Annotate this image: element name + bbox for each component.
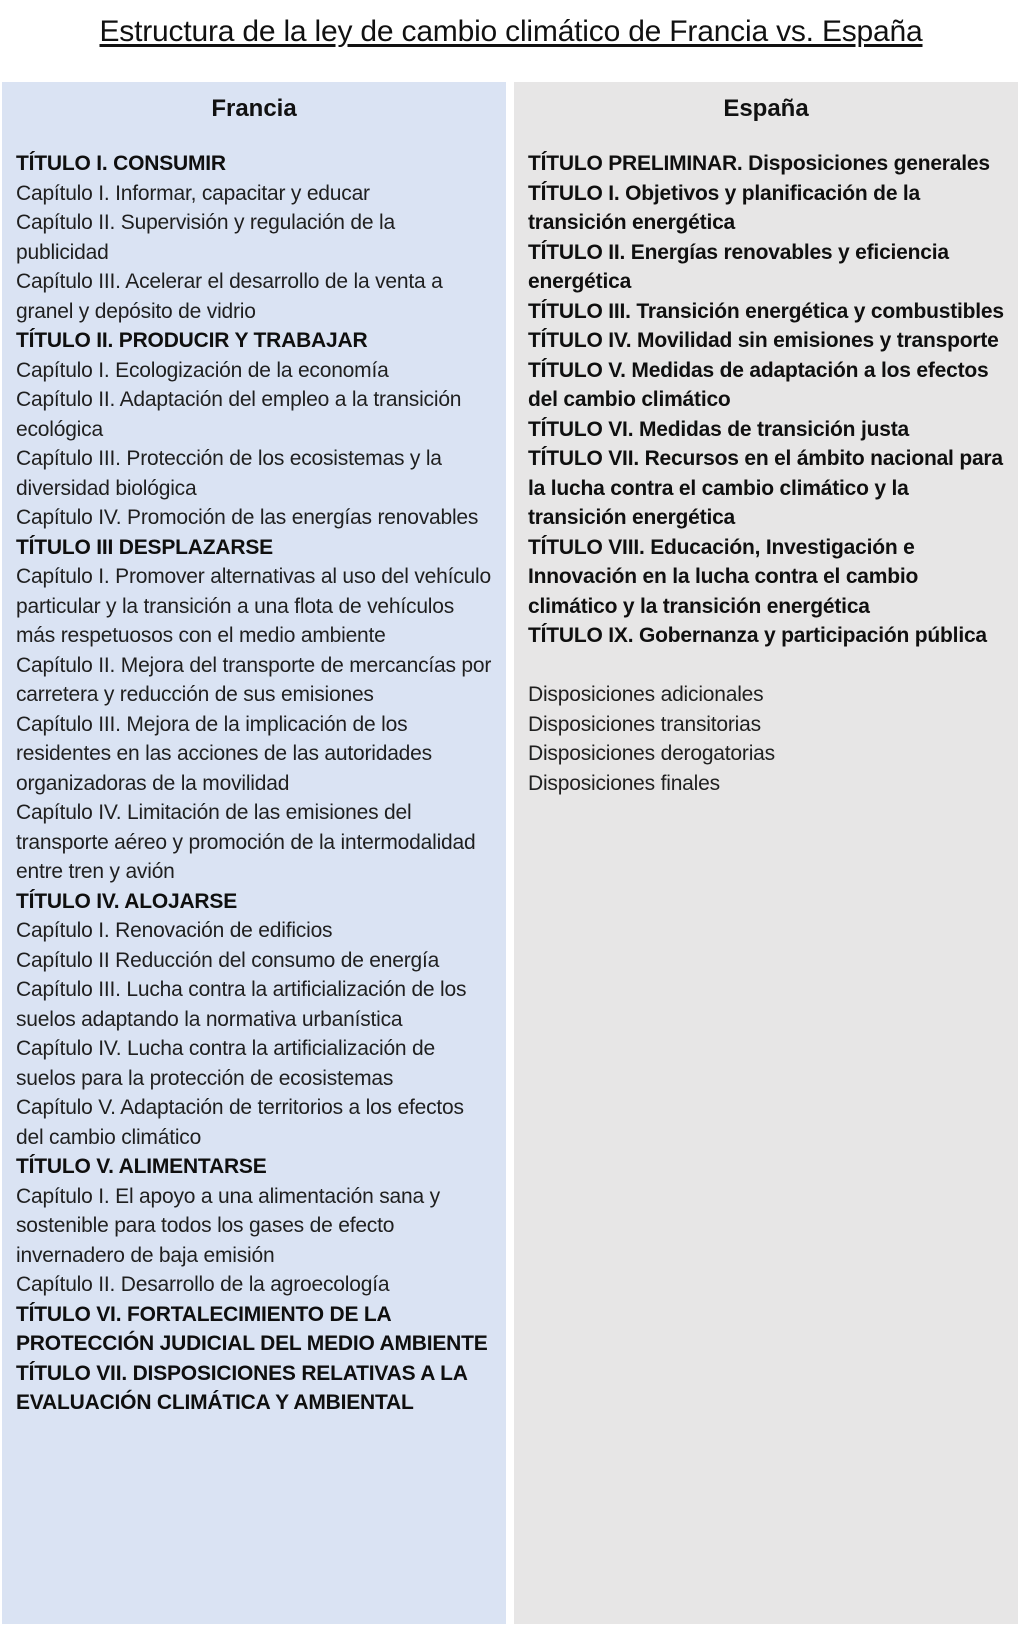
list-item: Capítulo I. El apoyo a una alimentación sana y sostenible para todos los gases de efecto invernadero de baja emisión <box>16 1184 440 1267</box>
list-item: TÍTULO VII. DISPOSICIONES RELATIVAS A LA EVALUACIÓN CLIMÁTICA Y AMBIENTAL <box>16 1361 467 1414</box>
blank-line <box>528 651 1004 681</box>
list-item: TÍTULO I. Objetivos y planificación de la transición energética <box>528 181 921 234</box>
list-item: TÍTULO IX. Gobernanza y participación pública <box>528 624 987 647</box>
list-item: TÍTULO VI. FORTALECIMIENTO DE LA PROTECCIÓN JUDICIAL DEL MEDIO AMBIENTE <box>16 1302 488 1355</box>
list-item: TÍTULO III DESPLAZARSE <box>16 535 273 559</box>
column-francia <box>2 82 506 1624</box>
list-item: Capítulo V. Adaptación de territorios a los efectos del cambio climático <box>16 1096 464 1149</box>
comparison-table <box>2 82 1022 1624</box>
column-body-francia <box>16 149 492 1418</box>
list-item: Disposiciones derogatorias <box>528 742 775 765</box>
column-espana <box>514 82 1018 1624</box>
page-title: Estructura de la ley de cambio climático de Francia vs. España <box>99 15 923 48</box>
list-item: Capítulo II. Adaptación del empleo a la transición ecológica <box>16 388 462 441</box>
list-item: Capítulo I. Ecologización de la economía <box>16 358 389 382</box>
list-item: Capítulo II. Mejora del transporte de mercancías por carretera y reducción de sus emisiones <box>16 653 492 706</box>
column-header-espana: España <box>723 95 809 122</box>
list-item: TÍTULO V. ALIMENTARSE <box>16 1155 267 1178</box>
list-item: Capítulo II. Desarrollo de la agroecología <box>16 1273 390 1296</box>
column-header-francia: Francia <box>211 95 297 122</box>
list-item: TÍTULO VII. Recursos en el ámbito nacional para la lucha contra el cambio climático y la transición energética <box>528 447 1003 529</box>
list-item: Capítulo IV. Lucha contra la artificialización de suelos para la protección de ecosistemas <box>16 1037 436 1090</box>
list-item: Capítulo III. Lucha contra la artificialización de los suelos adaptando la normativa urbanística <box>16 978 467 1031</box>
column-body-espana <box>528 149 1004 798</box>
list-item: Disposiciones adicionales <box>528 683 764 706</box>
page <box>0 14 1022 1633</box>
list-item: TÍTULO IV. ALOJARSE <box>16 889 238 913</box>
list-item: Capítulo I. Informar, capacitar y educar <box>16 181 370 205</box>
list-item: Capítulo IV. Promoción de las energías renovables <box>16 506 479 529</box>
list-item: TÍTULO PRELIMINAR. Disposiciones generales <box>528 152 990 175</box>
list-item: TÍTULO II. PRODUCIR Y TRABAJAR <box>16 329 368 352</box>
list-item: TÍTULO VI. Medidas de transición justa <box>528 417 909 441</box>
list-item: TÍTULO V. Medidas de adaptación a los efectos del cambio climático <box>528 358 989 411</box>
list-item: Disposiciones transitorias <box>528 712 761 736</box>
list-item: TÍTULO II. Energías renovables y eficiencia energética <box>528 240 949 293</box>
list-item: Capítulo III. Acelerar el desarrollo de la venta a granel y depósito de vidrio <box>16 270 443 323</box>
list-item: Capítulo II Reducción del consumo de energía <box>16 948 440 972</box>
list-item: Disposiciones finales <box>528 771 720 795</box>
list-item: Capítulo I. Renovación de edificios <box>16 919 333 942</box>
list-item: TÍTULO III. Transición energética y combustibles <box>528 299 1004 323</box>
list-item: TÍTULO VIII. Educación, Investigación e Innovación en la lucha contra el cambio climático y la transición energética <box>528 535 919 618</box>
list-item: Capítulo II. Supervisión y regulación de la publicidad <box>16 211 395 264</box>
list-item: Capítulo III. Mejora de la implicación de los residentes en las acciones de las autoridades organizadoras de la movilidad <box>16 712 432 795</box>
list-item: Capítulo IV. Limitación de las emisiones del transporte aéreo y promoción de la intermodalidad entre tren y avión <box>16 801 476 883</box>
list-item: TÍTULO I. CONSUMIR <box>16 152 226 175</box>
list-item: Capítulo I. Promover alternativas al uso del vehículo particular y la transición a una flota de vehículos más respetuosos con el medio ambiente <box>16 565 491 647</box>
list-item: Capítulo III. Protección de los ecosistemas y la diversidad biológica <box>16 447 442 500</box>
list-item: TÍTULO IV. Movilidad sin emisiones y transporte <box>528 329 999 352</box>
